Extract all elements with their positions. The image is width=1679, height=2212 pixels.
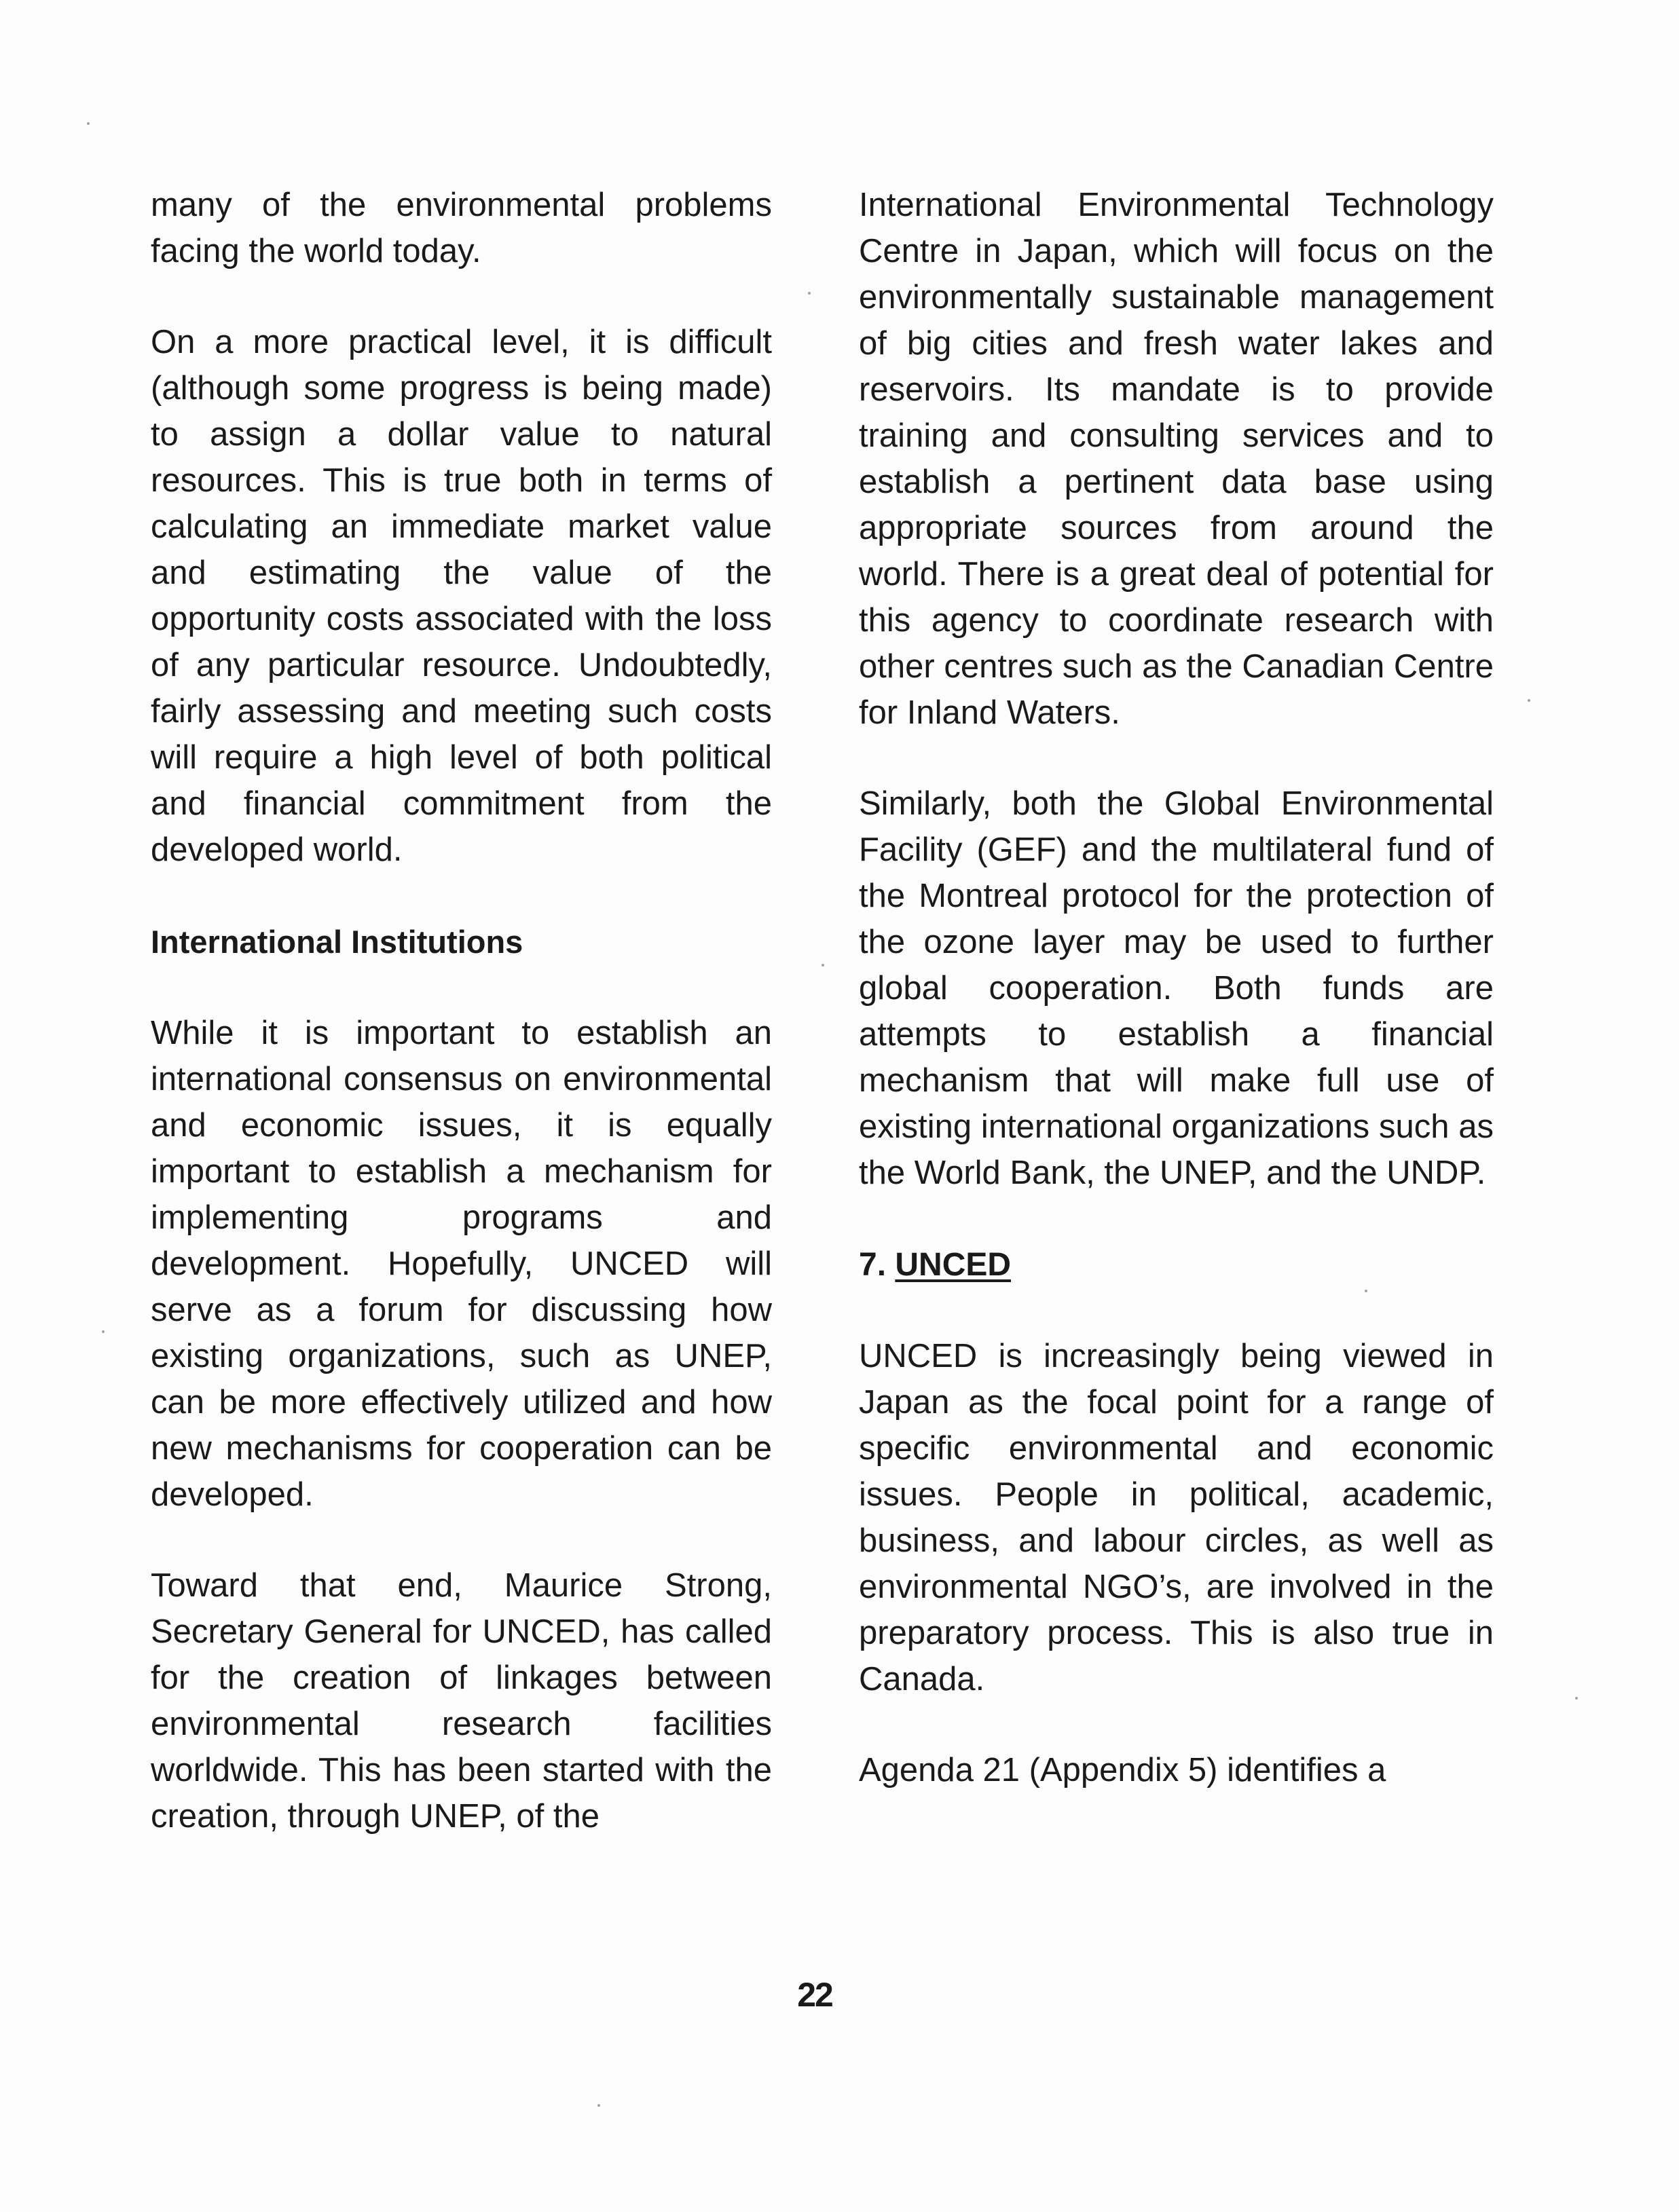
right-column: [859, 182, 1494, 1793]
section-number: 7.: [859, 1247, 887, 1283]
right-paragraph-4: Agenda 21 (Appendix 5) identifies a: [859, 1752, 1386, 1788]
left-paragraph-1: many of the environmental problems facing the world today.: [151, 187, 772, 269]
scan-speck: [597, 2104, 600, 2107]
left-paragraph-3: While it is important to establish an international consensus on environmental and economic issues, it is equally important to establish a mechanism for implementing programs and development. Hopefully, UNCED will serve as a forum for discussing how existing organizations, such as UNEP, can be more effectively utilized and how new mechanisms for cooperation can be developed.: [151, 1015, 772, 1513]
scan-speck: [1528, 699, 1530, 702]
page-number: 22: [797, 1976, 832, 2014]
right-paragraph-2: Similarly, both the Global Environmental Facility (GEF) and the multilateral fund of the Montreal protocol for the protection of the ozone layer may be used to further global cooperation. Both funds are attempts to establish a financial mechanism that will make full use of existing international organizations such as the World Bank, the UNEP, and the UNDP.: [859, 785, 1494, 1191]
international-institutions-heading: International Institutions: [151, 924, 523, 960]
left-paragraph-2: On a more practical level, it is difficult (although some progress is being made) to assign a dollar value to natural resources. This is true both in terms of calculating an immediate market value and estimating the value of the opportunity costs associated with the loss of any particular resource. Undoubtedly, fairly assessing and meeting such costs will require a high level of both political and financial commitment from the developed world.: [151, 324, 772, 868]
right-paragraph-1: International Environmental Technology Centre in Japan, which will focus on the environmentally sustainable management of big cities and fresh water lakes and reservoirs. Its mandate is to provide training and consulting services and to establish a pertinent data base using appropriate sources from around the world. There is a great deal of potential for this agency to coordinate research with other centres such as the Canadian Centre for Inland Waters.: [859, 187, 1494, 731]
scan-speck: [822, 964, 824, 967]
scan-speck: [808, 292, 811, 295]
scan-speck: [102, 1330, 105, 1333]
right-paragraph-3: UNCED is increasingly being viewed in Japan as the focal point for a range of specific environmental and economic issues. People in political, academic, business, and labour circles, as well as environmental NGO’s, are involved in the preparatory process. This is also true in Canada.: [859, 1338, 1494, 1698]
scan-speck: [1365, 1290, 1367, 1292]
scan-speck: [1575, 1697, 1578, 1700]
section-7-heading: [859, 1242, 1494, 1288]
section-title: UNCED: [895, 1247, 1012, 1283]
scan-speck: [87, 122, 90, 125]
left-column: [151, 182, 772, 1839]
left-paragraph-4: Toward that end, Maurice Strong, Secretary General for UNCED, has called for the creation of linkages between environmental research facilities worldwide. This has been started with the creation, through UNEP, of the: [151, 1567, 772, 1835]
